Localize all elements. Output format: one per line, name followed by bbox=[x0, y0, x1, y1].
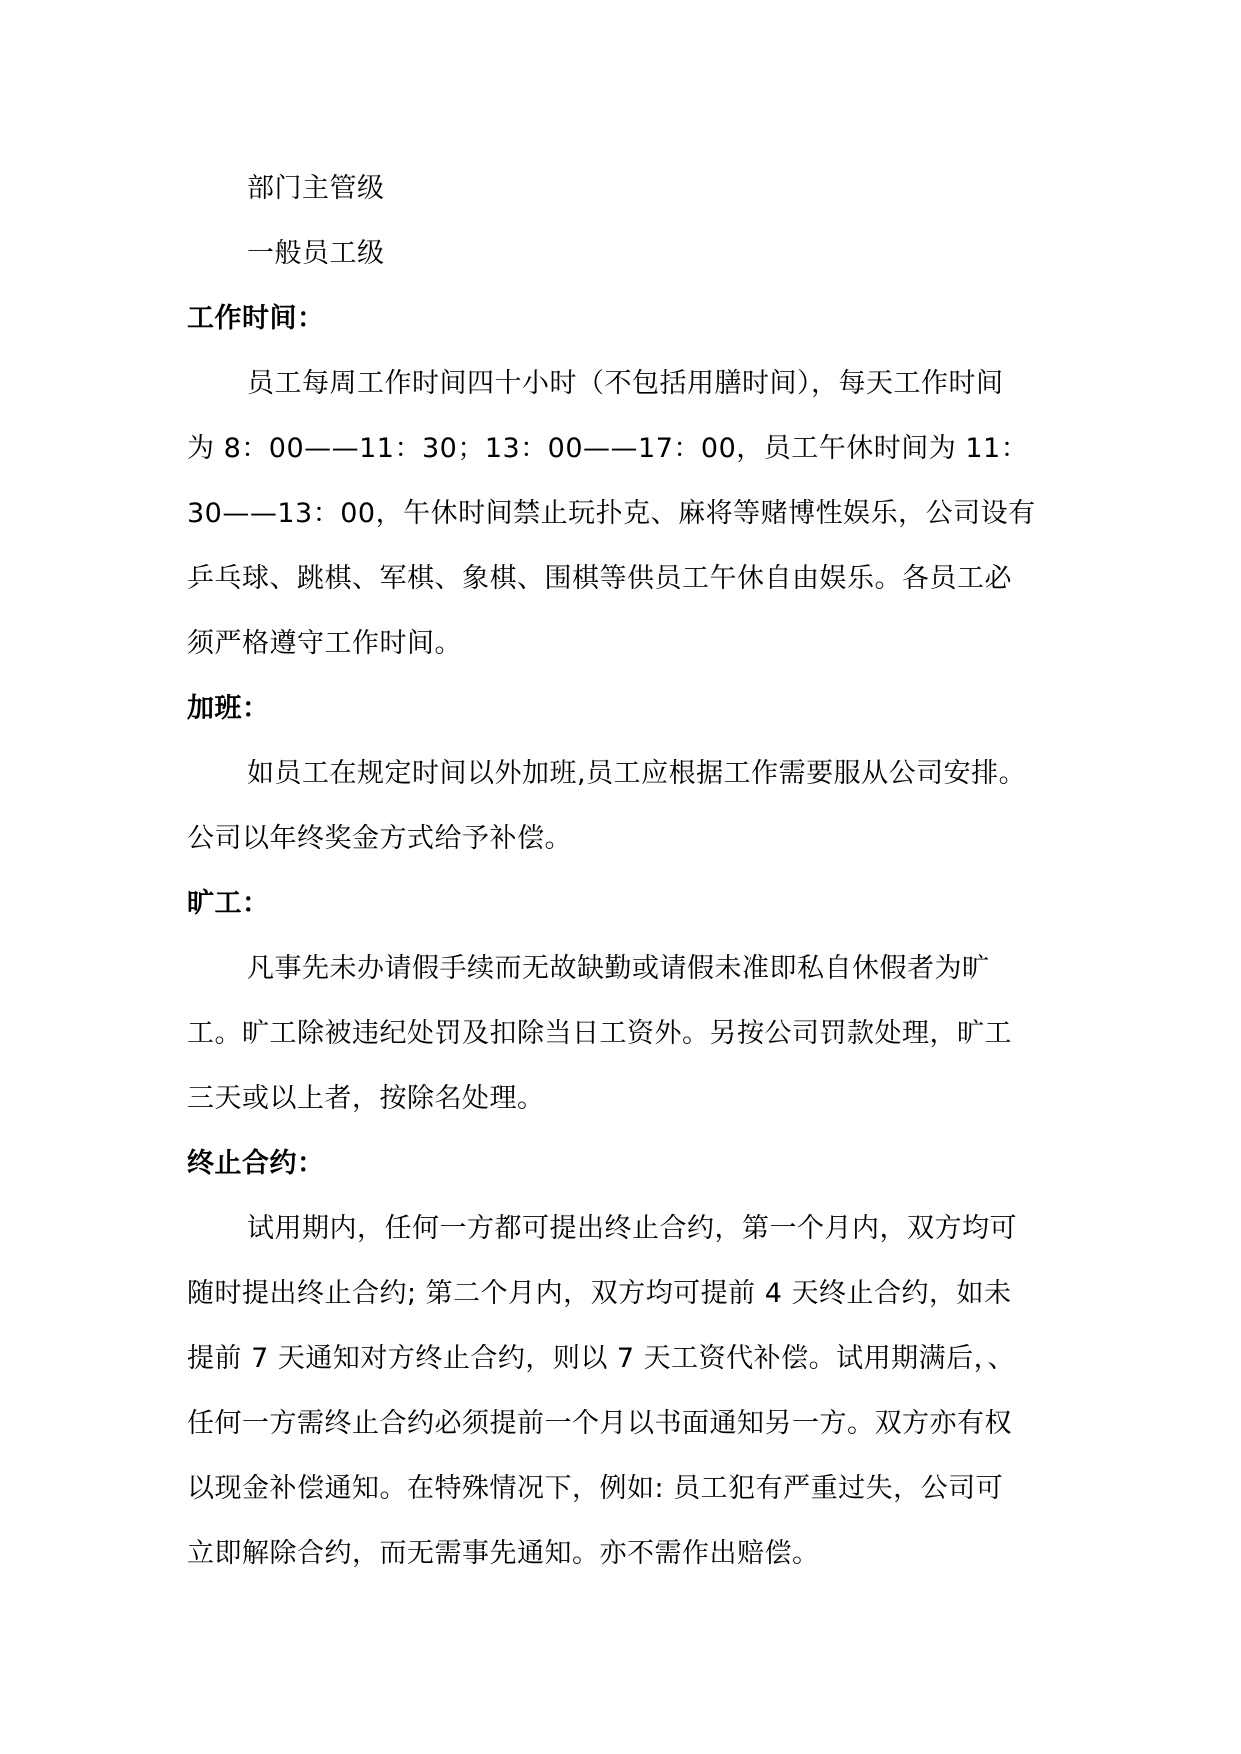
section-heading-absenteeism: 旷工： bbox=[187, 888, 270, 919]
paragraph-line: 任何一方需终止合约必须提前一个月以书面通知另一方。双方亦有权 bbox=[187, 1408, 1012, 1439]
paragraph-line: 工。旷工除被违纪处罚及扣除当日工资外。另按公司罚款处理，旷工 bbox=[187, 1018, 1012, 1049]
paragraph-line: 如员工在规定时间以外加班,员工应根据工作需要服从公司安排。 bbox=[247, 758, 1027, 789]
level-item: 部门主管级 bbox=[247, 173, 385, 204]
paragraph-line: 员工每周工作时间四十小时（不包括用膳时间），每天工作时间 bbox=[247, 368, 1004, 399]
section-heading-termination: 终止合约： bbox=[187, 1148, 325, 1179]
paragraph-line: 三天或以上者，按除名处理。 bbox=[187, 1083, 545, 1114]
paragraph-line: 公司以年终奖金方式给予补偿。 bbox=[187, 823, 572, 854]
paragraph-line: 以现金补偿通知。在特殊情况下，例如: 员工犯有严重过失，公司可 bbox=[187, 1473, 1004, 1504]
paragraph-line: 立即解除合约，而无需事先通知。亦不需作出赔偿。 bbox=[187, 1538, 820, 1569]
section-heading-overtime: 加班： bbox=[187, 693, 270, 724]
section-heading-work-hours: 工作时间： bbox=[187, 303, 325, 334]
document-body bbox=[187, 156, 1062, 1586]
paragraph-line: 凡事先未办请假手续而无故缺勤或请假未准即私自休假者为旷 bbox=[247, 953, 990, 984]
paragraph-line: 为 8：00——11：30；13：00——17：00，员工午休时间为 11： bbox=[187, 433, 1029, 464]
paragraph-line: 乒乓球、跳棋、军棋、象棋、围棋等供员工午休自由娱乐。各员工必 bbox=[187, 563, 1012, 594]
paragraph-line: 须严格遵守工作时间。 bbox=[187, 628, 462, 659]
paragraph-line: 提前 7 天通知对方终止合约，则以 7 天工资代补偿。试用期满后，、 bbox=[187, 1343, 1016, 1374]
level-item: 一般员工级 bbox=[247, 238, 385, 269]
paragraph-line: 试用期内，任何一方都可提出终止合约，第一个月内，双方均可 bbox=[247, 1213, 1017, 1244]
paragraph-line: 随时提出终止合约; 第二个月内，双方均可提前 4 天终止合约，如未 bbox=[187, 1278, 1012, 1309]
paragraph-line: 30——13：00，午休时间禁止玩扑克、麻将等赌博性娱乐，公司设有 bbox=[187, 498, 1036, 529]
